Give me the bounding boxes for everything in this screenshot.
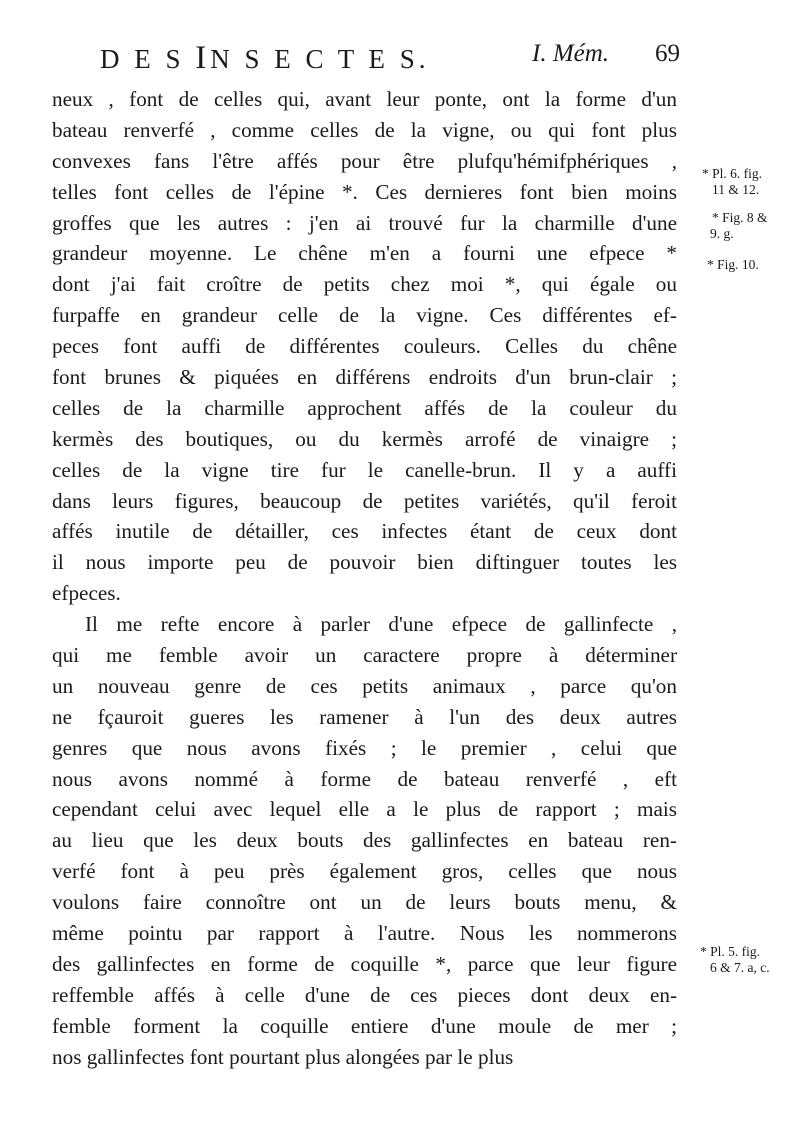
text-line: convexes fans l'être affés pour être plufqu'hémifphériques , xyxy=(52,148,677,173)
text-line: furpaffe en grandeur celle de la vigne. Ces différentes ef- xyxy=(52,303,677,328)
text-line: ne fçauroit gueres les ramener à l'un des deux autres xyxy=(52,704,677,729)
text-line: nos gallinfectes font pourtant plus alongées par le plus xyxy=(52,1044,514,1069)
running-title-part: N S E C T E S. xyxy=(210,44,430,74)
text-line: celles de la charmille approchent affés de la couleur du xyxy=(52,395,677,420)
body-text xyxy=(52,84,677,1073)
text-line: bateau renverfé , comme celles de la vigne, ou qui font plus xyxy=(52,117,677,142)
text-line: genres que nous avons fixés ; le premier , celui que xyxy=(52,735,677,760)
margin-note: 9. g. xyxy=(710,226,734,241)
text-line: groffes que les autres : j'en ai trouvé fur la charmille d'une xyxy=(52,210,677,235)
text-line: efpeces. xyxy=(52,581,121,606)
text-line: celles de la vigne tire fur le canelle-brun. Il y a auffi xyxy=(52,457,677,482)
text-line: verfé font à peu près également gros, celles que nous xyxy=(52,859,677,884)
text-line: qui me femble avoir un caractere propre à déterminer xyxy=(52,643,677,668)
margin-note: * Pl. 6. fig. xyxy=(702,166,763,181)
text-line: des gallinfectes en forme de coquille *, parce que leur figure xyxy=(52,951,677,976)
running-title-part: D E S xyxy=(100,44,196,74)
text-line: peces font auffi de différentes couleurs. Celles du chêne xyxy=(52,334,677,359)
text-line: dont j'ai fait croître de petits chez moi *, qui égale ou xyxy=(52,272,677,297)
text-line: femble forment la coquille entiere d'une moule de mer ; xyxy=(52,1013,677,1038)
margin-note: * Fig. 10. xyxy=(707,257,759,272)
text-line: neux , font de celles qui, avant leur ponte, ont la forme d'un xyxy=(52,87,677,111)
text-line: il nous importe peu de pouvoir bien diftinguer toutes les xyxy=(52,550,677,575)
running-title-capital: I xyxy=(195,40,211,76)
text-line: même pointu par rapport à l'autre. Nous les nommerons xyxy=(52,921,677,946)
memoir-label: I. Mém. xyxy=(532,40,610,67)
text-line: un nouveau genre de ces petits animaux , parce qu'on xyxy=(52,673,677,698)
running-header xyxy=(100,40,680,80)
margin-note: * Pl. 5. fig. xyxy=(700,944,761,959)
margin-note: 6 & 7. a, c. xyxy=(710,960,770,975)
margin-note: 11 & 12. xyxy=(712,182,760,197)
text-line: reffemble affés à celle d'une de ces pieces dont deux en- xyxy=(52,982,677,1007)
text-line: font brunes & piquées en différens endroits d'un brun-clair ; xyxy=(52,365,677,390)
text-line: affés inutile de détailler, ces infectes étant de ceux dont xyxy=(52,519,677,544)
running-title xyxy=(100,40,430,77)
text-line: grandeur moyenne. Le chêne m'en a fourni une efpece * xyxy=(52,241,677,266)
text-line: Il me refte encore à parler d'une efpece de gallinfecte , xyxy=(85,612,677,637)
text-line: voulons faire connoître ont un de leurs bouts menu, & xyxy=(52,890,677,915)
text-line: dans leurs figures, beaucoup de petites variétés, qu'il feroit xyxy=(52,488,677,513)
page-number: 69 xyxy=(655,40,680,67)
text-line: telles font celles de l'épine *. Ces dernieres font bien moins xyxy=(52,179,677,204)
text-line: kermès des boutiques, ou du kermès arrofé de vinaigre ; xyxy=(52,426,677,451)
text-line: au lieu que les deux bouts des gallinfectes en bateau ren- xyxy=(52,828,677,853)
text-line: cependant celui avec lequel elle a le plus de rapport ; mais xyxy=(52,797,677,822)
margin-note: * Fig. 8 & xyxy=(712,210,768,225)
text-line: nous avons nommé à forme de bateau renverfé , eft xyxy=(52,766,677,791)
